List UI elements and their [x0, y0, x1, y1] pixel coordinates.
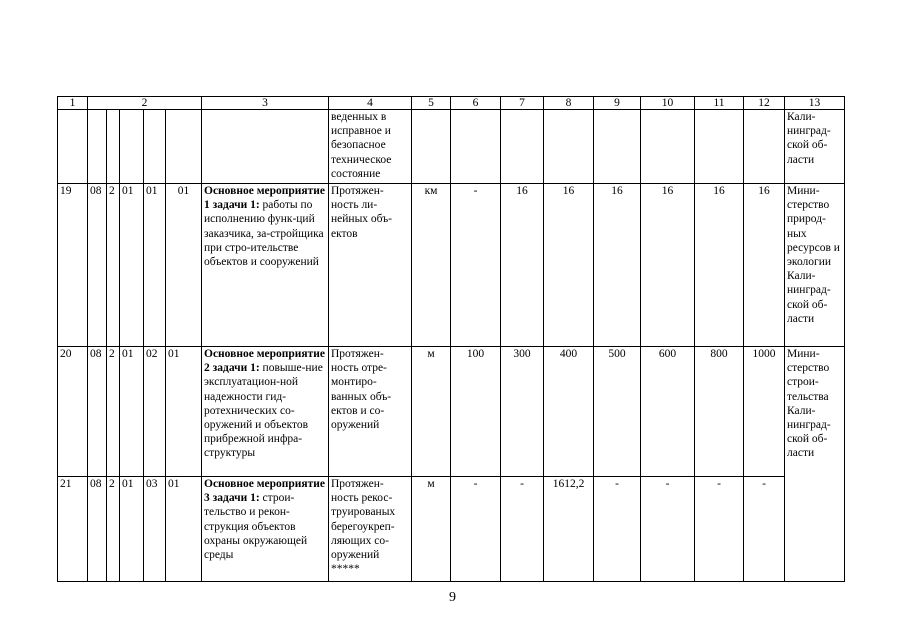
value-cell: - — [744, 477, 785, 582]
activity-title: Основное мероприятие 2 задачи 1: — [204, 348, 326, 375]
code-cell: 08 — [88, 347, 107, 477]
unit-cell: км — [412, 184, 451, 347]
header-col-2: 2 — [88, 97, 202, 110]
indicator-cell: Протяжен-ность ли-нейных объ-ектов — [329, 184, 412, 347]
code-cell: 2 — [107, 477, 120, 582]
value-cell: 16 — [744, 184, 785, 347]
indicator-cell: Протяжен-ность рекос-труированых берегоукреп-ляющих со-оружений ***** — [329, 477, 412, 582]
activity-title: Основное мероприятие 3 задачи 1: — [204, 478, 326, 505]
page-number: 9 — [449, 590, 456, 605]
row-number: 19 — [58, 184, 88, 347]
header-col-3: 3 — [202, 97, 329, 110]
indicator-cell: Протяжен-ность отре-монтиро-ванных объ-ектов и со-оружений — [329, 347, 412, 477]
header-col-12: 12 — [744, 97, 785, 110]
value-cell: 300 — [501, 347, 544, 477]
table-row-continued — [58, 110, 845, 184]
table-row — [58, 477, 845, 582]
value-cell: 600 — [641, 347, 695, 477]
activity-text: работы по исполнению функ-ций заказчика, за-стройщика при стро-ительстве объектов и сооружений — [204, 199, 324, 269]
value-cell: - — [451, 184, 501, 347]
header-col-8: 8 — [544, 97, 594, 110]
activity-title: Основное мероприятие 1 задачи 1: — [204, 185, 326, 212]
row-number: 21 — [58, 477, 88, 582]
code-cell: 2 — [107, 184, 120, 347]
value-cell: - — [695, 477, 744, 582]
header-col-5: 5 — [412, 97, 451, 110]
value-cell: 100 — [451, 347, 501, 477]
value-cell: - — [641, 477, 695, 582]
activity-description — [202, 347, 329, 477]
value-cell: 500 — [594, 347, 641, 477]
header-col-13: 13 — [785, 97, 845, 110]
value-cell: 1612,2 — [544, 477, 594, 582]
header-col-1: 1 — [58, 97, 88, 110]
activity-description — [202, 184, 329, 347]
activity-text: повыше-ние эксплуатацион-ной надежности гид-ротехнических со-оружений и объектов прибрежной инфра-структуры — [204, 362, 323, 460]
value-cell: 16 — [501, 184, 544, 347]
activity-text: строи-тельство и рекон-струкция объектов охраны окружающей среды — [204, 492, 308, 562]
code-cell: 2 — [107, 347, 120, 477]
executor-cell: Кали-нинград-ской об-ласти — [785, 110, 845, 184]
executor-cell: Мини-стерство природ-ных ресурсов и экологии Кали-нинград-ской об-ласти — [785, 184, 845, 347]
header-col-9: 9 — [594, 97, 641, 110]
program-table — [57, 96, 845, 582]
executor-cell: Мини-стерство строи-тельства Кали-нинград-ской об-ласти — [785, 347, 845, 582]
code-cell: 03 — [144, 477, 166, 582]
code-cell: 01 — [166, 347, 202, 477]
code-cell: 01 — [166, 477, 202, 582]
value-cell: - — [594, 477, 641, 582]
row-number: 20 — [58, 347, 88, 477]
indicator-cell: веденных в исправное и безопасное техническое состояние — [329, 110, 412, 184]
value-cell: - — [501, 477, 544, 582]
code-cell: 08 — [88, 184, 107, 347]
table-row — [58, 347, 845, 477]
unit-cell: м — [412, 347, 451, 477]
code-cell: 01 — [166, 184, 202, 347]
code-cell: 01 — [144, 184, 166, 347]
activity-description — [202, 477, 329, 582]
code-cell: 01 — [120, 477, 144, 582]
code-cell: 01 — [120, 184, 144, 347]
value-cell: 16 — [594, 184, 641, 347]
value-cell: - — [451, 477, 501, 582]
header-col-7: 7 — [501, 97, 544, 110]
value-cell: 16 — [544, 184, 594, 347]
header-col-11: 11 — [695, 97, 744, 110]
unit-cell: м — [412, 477, 451, 582]
value-cell: 1000 — [744, 347, 785, 477]
value-cell: 16 — [641, 184, 695, 347]
code-cell: 08 — [88, 477, 107, 582]
header-col-10: 10 — [641, 97, 695, 110]
value-cell: 400 — [544, 347, 594, 477]
code-cell: 01 — [120, 347, 144, 477]
value-cell: 800 — [695, 347, 744, 477]
header-col-4: 4 — [329, 97, 412, 110]
header-col-6: 6 — [451, 97, 501, 110]
code-cell: 02 — [144, 347, 166, 477]
value-cell: 16 — [695, 184, 744, 347]
column-number-header — [58, 97, 845, 110]
table-row — [58, 184, 845, 347]
